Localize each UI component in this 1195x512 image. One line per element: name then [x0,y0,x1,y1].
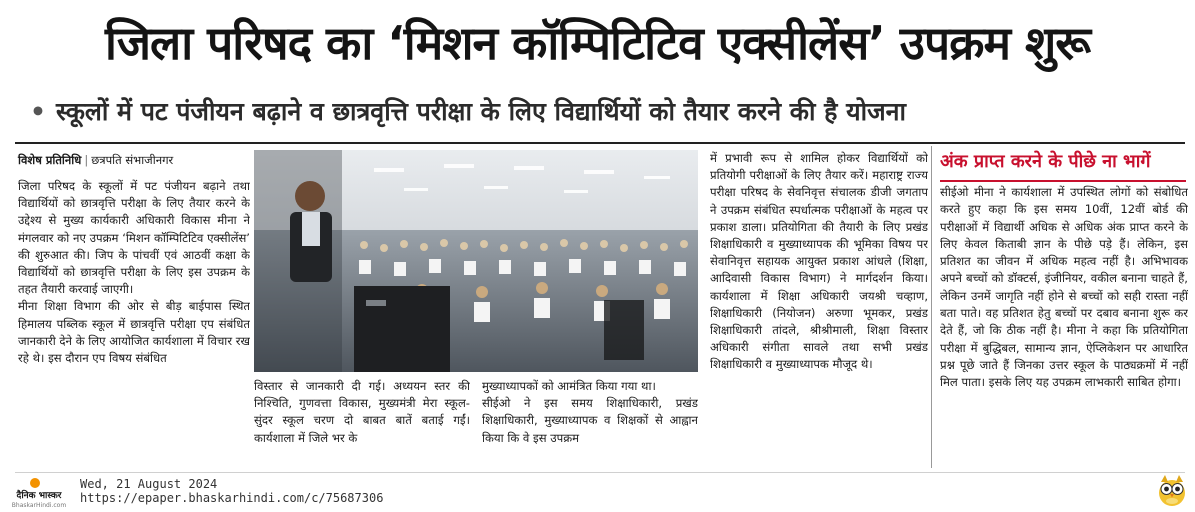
header-divider [15,142,1185,144]
article-paragraph: सीईओ ने इस समय शिक्षाधिकारी, प्रखंड शिक्षाधिकारी, मुख्याध्यापक व शिक्षकों से आह्वान किया कि वे इस उपक्रम [482,396,698,445]
owl-mascot-icon [1154,472,1190,508]
sidebar-paragraph: सीईओ मीना ने कार्यशाला में उपस्थित लोगों को संबोधित करते हुए कहा कि इस समय 10वीं, 12वीं बोर्ड की परीक्षाओं में विद्यार्थी अधिक से अधिक अंक प्राप्त करने के लिए केवल किताबी ज्ञान के पीछे पड़े हैं। लेकिन, इस प्रतिशत का जीवन में अधिक महत्व नहीं है। अभिभावक अपने बच्चों को डॉक्टर्स, इंजीनियर, वकील बनाना चाहते हैं, लेकिन उनमें जागृति नहीं होने से बच्चों को सही रास्ता नहीं बता पाते। वह प्रतिशत हेतु बच्चों पर दबाव बनाना शुरू कर देते हैं, जो कि ठीक नहीं है। मीना ने कहा कि प्रतियोगिता परीक्षा में बुद्धिबल, सामान्य ज्ञान, ऐप्लिकेशन पर आधारित प्रश्न पूछे जाते हैं जिनका उत्तर स्कूल के पाठ्यक्रमों में नहीं मिल पाता। इसके लिए यह उपक्रम लाभकारी साबित होगा। [940,185,1188,390]
headline: जिला परिषद का ‘मिशन कॉम्पिटिटिव एक्सीलेंस’ उपक्रम शुरू [105,16,1090,70]
article-paragraph: जिला परिषद के स्कूलों में पट पंजीयन बढ़ाने तथा विद्यार्थियों को छात्रवृत्ति परीक्षा के लिए तैयार करने के उद्देश्य से मुख्य कार्यकारी अधिकारी विकास मीना ने मंगलवार को नए उपक्रम ‘मिशन कॉम्पिटिटिव एक्सीलेंस’ की शुरुआत की। जिप के पांचवीं एवं आठवीं कक्षा के विद्यार्थियों को छात्रवृत्ति परीक्षा के लिए इस उपक्रम के तहत तैयारी करवाई जाएगी। [18,179,250,297]
article-paragraph: विस्तार से जानकारी दी गई। अध्ययन स्तर की निश्चिति, गुणवत्ता विकास, मुख्यमंत्री मेरा स्कूल-सुंदर स्कूल चरण दो बाबत बातें बताई गईं। कार्यशाला में जिले भर के [254,379,470,445]
byline-separator: | [84,153,89,167]
article-column-4 [710,150,928,468]
subheadline-text: स्कूलों में पट पंजीयन बढ़ाने व छात्रवृत्ति परीक्षा के लिए विद्यार्थियों को तैयार करने की है योजना [55,97,907,126]
article-column-1 [18,178,250,466]
bhaskar-sun-logo-icon [30,478,40,488]
column-divider [931,146,932,468]
byline [18,150,250,170]
sidebar-text [940,184,1188,468]
article-column-3 [482,378,698,468]
workshop-audience-photo [254,150,698,372]
footer-date: Wed, 21 August 2024 [80,477,218,491]
article-paragraph: मुख्याध्यापकों को आमंत्रित किया गया था। [482,379,656,393]
sidebar-divider [940,180,1186,182]
sidebar-title: अंक प्राप्त करने के पीछे ना भागें [940,151,1151,172]
brand-name: दैनिक भास्कर [16,491,62,501]
article-paragraph: मीना शिक्षा विभाग की ओर से बीड़ बाईपास स्थित हिमालय पब्लिक स्कूल में छात्रवृत्ति परीक्षा एप संबंधित जानकारी देने के लिए आयोजित कार्यशाला में विचार रख रहे थे। इस दौरान एप विषय संबंधित [18,299,250,366]
byline-reporter: विशेष प्रतिनिधि [18,153,82,167]
subheadline-bullet: • [30,97,46,126]
brand-url: BhaskarHindi.com [11,502,67,509]
article-paragraph: में प्रभावी रूप से शामिल होकर विद्यार्थियों को प्रतियोगी परीक्षाओं के लिए तैयार करें। महाराष्ट्र राज्य परीक्षा परिषद के सेवनिवृत्त संचालक डीजी जगताप ने उपक्रम संबंधित स्पर्धात्मक परीक्षाओं के महत्व पर प्रकाश डाला। प्रतियोगिता की तैयारी के लिए प्रखंड शिक्षाधिकारी व मुख्याध्यापक की भूमिका विषय पर सेवानिवृत्त सहायक आयुक्त प्रकाश आंधले (शिक्षा, आदिवासी विकास विभाग) ने मार्गदर्शन किया। कार्यशाला में शिक्षा अधिकारी जयश्री चव्हाण, शिक्षाधिकारी (नियोजन) अरुणा भूमकर, प्रखंड शिक्षाधिकारी तांदले, श्रीश्रीमाली, शिक्षा विस्तार अधिकारी संगीता सावले तथा सभी प्रखंड शिक्षाधिकारी व मुख्याध्यापक मौजूद थे। [710,151,928,372]
byline-location: छत्रपति संभाजीनगर [91,153,174,167]
article-column-2 [254,378,470,468]
footer-url[interactable]: https://epaper.bhaskarhindi.com/c/75687306 [80,491,384,505]
footer-divider [15,472,1185,473]
subheadline [30,90,1190,134]
